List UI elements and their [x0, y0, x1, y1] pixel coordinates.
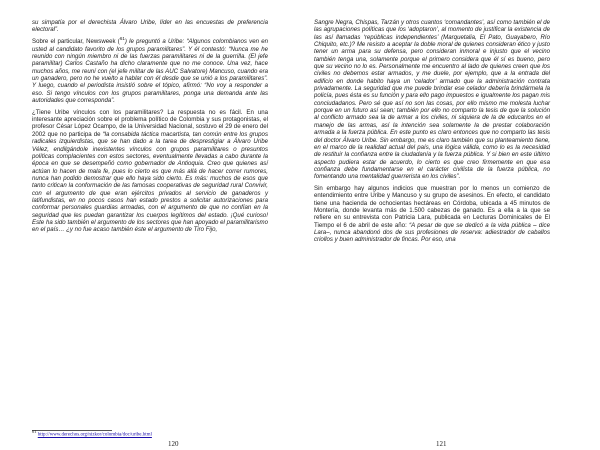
- footnote-link[interactable]: http://www.derechos.org/nizkor/colombia/doc/uribe.html: [37, 432, 152, 438]
- left-paragraph-3-intro: ¿Tiene Uribe vínculos con los paramilitares? La respuesta no es fácil. En una interesante apreciación sobre el problema político de Colombia y sus protagonistas, el profesor César López Ocampo, de la Universidad Nacional, sostuvo el 29 de enero del 2002 que no participa de: [32, 108, 268, 138]
- left-paragraph-2: [32, 38, 268, 104]
- left-paragraph-3-quote: “la consabida táctica macartista, tan común entre los grupos radicales izquierdistas, que se han dado a la tarea de desprestigiar a Álvaro Uribe Vélez, endilgándole inexistentes vínculos con grupos paramilitares o presuntos políticas complacientes con estos sectores, eventualmente llevadas a cabo durante la época en que se desempeñó como gobernador de Antioquia. Creo que quienes así actúan lo hacen de mala fe, pues lo cierto es que más allá de hacer correr rumores, nunca han podido demostrar que ello haya sido cierto. Es más: muchos de esos que tanto critican la conformación de las famosas cooperativas de seguridad rural Convivir, con el argumento de que eran ejércitos privados al servicio de ganaderos y latifundistas, en no pocos casos han estado prestos a solicitar autorizaciones para conformar personales guardias armadas, con el argumento de que no confían en la seguridad que les puedan garantizar los cuerpos legítimos del estado. ¡Qué curioso! Este ha sido también el argumento de los sectores que han apoyado el paramilitarismo en el país… ¿y no fue acaso también éste el argumento de Tiro Fijo,: [32, 130, 268, 234]
- right-paragraph-2-quote: “A pesar de que se dedicó a la vida pública – dice Lara–, nunca abandonó dos de sus profesiones de reserva: adiestrador de caballos criollos y buen administrador de fincas. Por eso, una: [314, 221, 550, 244]
- right-paragraph-2: [314, 185, 550, 244]
- footnote-number: 61: [32, 429, 37, 434]
- right-page-text: [314, 19, 550, 244]
- page-number-right: 121: [436, 440, 447, 448]
- right-paragraph-2-intro: Sin embargo hay algunos indicios que muestran por lo menos un comienzo de entendimiento entre Uribe y Mancuso y su grupo de asesinos. En efecto, el candidato tiene una hacienda de ochocientas hectáreas en Córdoba, ubicada a 45 minutos de Montería, donde levanta más de 1.500 cabezas de ganado. Es a ella a la que se refiere en su entrevista con Patricia Lara, publicada en Lecturas Dominicales de El Tiempo el 6 de abril de este año:: [314, 185, 550, 229]
- right-paragraph-1: Sangre Negra, Chispas, Tarzán y otros cuantos ‘comandantes’, así como también el de las agrupaciones políticas que los ‘adoptaron’, al momento de justificar la existencia de las así llamadas ‘repúblicas independientes’ (Marquetalia, El Pato, Guayabero, Río Chiquito, etc.)? Me resisto a aceptar la doble moral de quienes consideran ético y justo tener un arma para su defensa, pero consideran inmoral e injusto que el vecino también tenga una, solamente porque el primero considera que él sí es bueno, pero que su vecino no lo es. Personalmente me encuentro al lado de quienes creen que los civiles no debemos estar armados, y me duele, por ejemplo, que a la entrada del edificio en donde habito haya un ‘celador’ armado que la administración contrata privadamente. La seguridad que me puede brindar ese celador debería brindármela la policía, pues ésta es su función y para ello pago impuestos e igualmente los pagan mis conciudadanos. Pero sé que así no son las cosas, por ello mismo me molesta luchar porque en un futuro así sean; también por ello no comparto la tesis de que la solución al conflicto armado sea la de armar a los civiles, ni siquiera de la de educarlos en el manejo de las armas, así la intención sea solamente la de prestar colaboración armada a la fuerza pública. En este punto es claro entonces que no comparto las tesis del doctor Álvaro Uribe. Sin embargo, me es claro también que su planteamiento tiene, en el marco de la realidad actual del país, una lógica válida, como lo es la necesidad de restituir la confianza entre la ciudadanía y la fuerza pública. Y si bien en este último aspecto pudiera estar de acuerdo, lo cierto es que creo firmemente en que esa confianza debe fundamentarse en el carácter civilista de la fuerza pública, no fomentando una mentalidad guerrerista en los civiles”.: [314, 19, 550, 181]
- left-page-text: [32, 19, 268, 234]
- left-paragraph-1: su simpatía por el derechista Álvaro Uribe, líder en las encuestas de preferencia electoral”.: [32, 19, 268, 34]
- left-paragraph-2-quote: ) le preguntó a Uribe: “Algunos colombianos ven en usted al candidato favorito de los grupos paramilitares”. Y él contestó: “Nunca me he reunido con ningún miembro ni de las fuerzas paramilitares ni de la guerrilla. (El jefe paramilitar) Carlos Castaño ha dicho claramente que no me conoce. Una vez, hace muchos años, me reuní con (el jefe militar de las AUC Salvatore) Mancuso, cuando era un ganadero, pero no he vuelto a hablar con él desde que se unió a los paramilitares”. Y luego, cuando el periodista insistió sobre el tópico, afirmó: “No voy a responder a eso. Si tengo vínculos con los grupos paramilitares, ponga una demanda ante las autoridades que corresponda”.: [32, 38, 268, 104]
- page-number-left: 120: [168, 440, 179, 448]
- footnote-reference[interactable]: 61: [119, 36, 125, 42]
- left-paragraph-3: [32, 109, 268, 234]
- footnote: [32, 429, 152, 439]
- footnote-divider: [32, 430, 112, 431]
- left-paragraph-2-intro: Sobre el particular, Newsweek (: [32, 38, 120, 46]
